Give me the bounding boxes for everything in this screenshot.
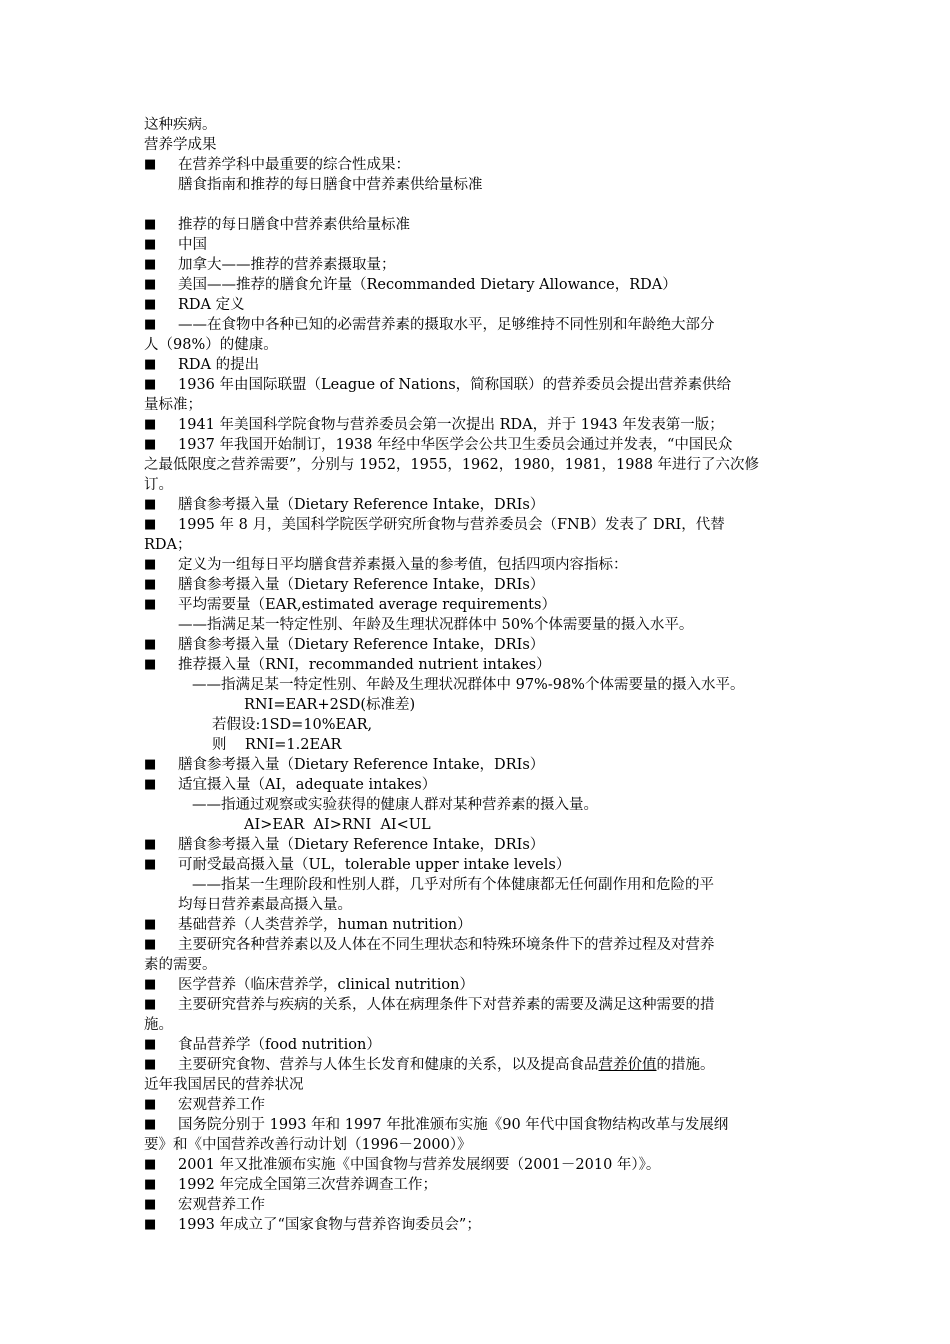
- text-line: [144, 395, 810, 415]
- bullet-line: [144, 1175, 810, 1195]
- line-text: 医学营养（临床营养学，clinical nutrition）: [178, 977, 474, 993]
- line-text: 可耐受最高摄入量（UL，tolerable upper intake levels）: [178, 857, 571, 873]
- bullet-line: [144, 1195, 810, 1215]
- line-text: 宏观营养工作: [178, 1097, 265, 1113]
- text-line: [144, 815, 810, 835]
- bullet-line: [144, 235, 810, 255]
- line-text: 国务院分别于 1993 年和 1997 年批准颁布实施《90 年代中国食物结构改革与发展纲: [178, 1117, 729, 1133]
- line-text: ——在食物中各种已知的必需营养素的摄取水平，足够维持不同性别和年龄绝大部分: [178, 317, 715, 333]
- line-text: 之最低限度之营养需要”，分别与 1952，1955，1962，1980，1981，1988 年进行了六次修: [144, 457, 760, 473]
- text-line: [144, 115, 810, 135]
- line-text: 要》和《中国营养改善行动计划（1996－2000）》: [144, 1137, 472, 1153]
- text-line: [144, 695, 810, 715]
- line-text: 主要研究食物、营养与人体生长发育和健康的关系，以及提高食品: [178, 1057, 599, 1073]
- line-text: 订。: [144, 477, 173, 493]
- line-text: 适宜摄入量（AI，adequate intakes）: [178, 777, 437, 793]
- bullet-line: [144, 835, 810, 855]
- text-line: [144, 955, 810, 975]
- line-text: 1937 年我国开始制订，1938 年经中华医学会公共卫生委员会通过并发表，“中国民众: [178, 437, 733, 453]
- line-text: 中国: [178, 237, 207, 253]
- line-text: 推荐摄入量（RNI，recommanded nutrient intakes）: [178, 657, 551, 673]
- line-text: 膳食指南和推荐的每日膳食中营养素供给量标准: [178, 177, 483, 193]
- line-text: ——指满足某一特定性别、年龄及生理状况群体中 50%个体需要量的摄入水平。: [178, 617, 694, 633]
- bullet-line: [144, 1095, 810, 1115]
- line-text: RNI=EAR+2SD(标准差): [244, 697, 416, 713]
- line-text: 均每日营养素最高摄入量。: [178, 897, 352, 913]
- bullet-line: [144, 1115, 810, 1135]
- line-text: RDA 定义: [178, 297, 245, 313]
- bullet-line: [144, 275, 810, 295]
- text-line: [144, 875, 810, 895]
- line-text: 加拿大——推荐的营养素摄取量；: [178, 257, 396, 273]
- line-text: 则 RNI=1.2EAR: [212, 737, 342, 753]
- text-line: [144, 895, 810, 915]
- line-text: 膳食参考摄入量（Dietary Reference Intake，DRIs）: [178, 637, 545, 653]
- line-text: 膳食参考摄入量（Dietary Reference Intake，DRIs）: [178, 497, 545, 513]
- line-text: 平均需要量（EAR,estimated average requirements）: [178, 597, 556, 613]
- line-text: ——指通过观察或实验获得的健康人群对某种营养素的摄入量。: [192, 797, 598, 813]
- bullet-line: [144, 855, 810, 875]
- line-text: 膳食参考摄入量（Dietary Reference Intake，DRIs）: [178, 757, 545, 773]
- bullet-line: [144, 315, 810, 335]
- line-text: 1995 年 8 月，美国科学院医学研究所食物与营养委员会（FNB）发表了 DRI，代替: [178, 517, 725, 533]
- line-text: 若假设:1SD=10%EAR,: [212, 717, 373, 733]
- bullet-line: [144, 255, 810, 275]
- text-line: [144, 135, 810, 155]
- line-text: RDA；: [144, 537, 192, 553]
- line-text: 主要研究营养与疾病的关系，人体在病理条件下对营养素的需要及满足这种需要的措: [178, 997, 715, 1013]
- bullet-line: [144, 995, 810, 1015]
- line-text: 主要研究各种营养素以及人体在不同生理状态和特殊环境条件下的营养过程及对营养: [178, 937, 715, 953]
- text-line: [144, 615, 810, 635]
- bullet-line: [144, 595, 810, 615]
- line-text: 美国——推荐的膳食允许量（Recommanded Dietary Allowance，RDA）: [178, 277, 677, 293]
- line-text: RDA 的提出: [178, 357, 260, 373]
- bullet-line: [144, 935, 810, 955]
- bullet-line: [144, 635, 810, 655]
- bullet-line: [144, 355, 810, 375]
- line-text: 近年我国居民的营养状况: [144, 1077, 304, 1093]
- text-line: [144, 715, 810, 735]
- bullet-line: [144, 1215, 810, 1235]
- text-line: [144, 175, 810, 195]
- bullet-line: [144, 435, 810, 455]
- line-text: 在营养学科中最重要的综合性成果：: [178, 157, 410, 173]
- bullet-line: [144, 415, 810, 435]
- line-text: 营养学成果: [144, 137, 217, 153]
- bullet-line: [144, 575, 810, 595]
- line-text: 宏观营养工作: [178, 1197, 265, 1213]
- line-text: AI>EAR AI>RNI AI<UL: [244, 817, 431, 833]
- text-line: [144, 735, 810, 755]
- text-line: [144, 475, 810, 495]
- bullet-line: [144, 915, 810, 935]
- bullet-line: [144, 295, 810, 315]
- line-text: 食品营养学（food nutrition）: [178, 1037, 381, 1053]
- line-text: 1992 年完成全国第三次营养调查工作；: [178, 1177, 438, 1193]
- line-text: 施。: [144, 1017, 173, 1033]
- line-text: 这种疾病。: [144, 117, 217, 133]
- line-text: 1936 年由国际联盟（League of Nations，简称国联）的营养委员会提出营养素供给: [178, 377, 732, 393]
- bullet-line: [144, 755, 810, 775]
- line-text: 推荐的每日膳食中营养素供给量标准: [178, 217, 410, 233]
- line-text: ——指满足某一特定性别、年龄及生理状况群体中 97%-98%个体需要量的摄入水平。: [192, 677, 745, 693]
- bullet-line: [144, 975, 810, 995]
- text-line: [144, 455, 810, 475]
- document-body: [144, 115, 810, 1235]
- text-line: [144, 535, 810, 555]
- line-text: 基础营养（人类营养学，human nutrition）: [178, 917, 472, 933]
- bullet-line: [144, 1055, 810, 1075]
- line-text: 素的需要。: [144, 957, 217, 973]
- text-line: [144, 1015, 810, 1035]
- text-line: [144, 795, 810, 815]
- nutrition-value-link[interactable]: 营养价值: [598, 1057, 657, 1073]
- bullet-line: [144, 215, 810, 235]
- text-line: [144, 335, 810, 355]
- line-text: 2001 年又批准颁布实施《中国食物与营养发展纲要（2001－2010 年）》。: [178, 1157, 661, 1173]
- line-text: 定义为一组每日平均膳食营养素摄入量的参考值，包括四项内容指标：: [178, 557, 628, 573]
- text-line: [144, 675, 810, 695]
- line-text: 人（98%）的健康。: [144, 337, 278, 353]
- bullet-line: [144, 375, 810, 395]
- line-text: 1993 年成立了“国家食物与营养咨询委员会”；: [178, 1217, 481, 1233]
- bullet-line: [144, 655, 810, 675]
- bullet-line: [144, 515, 810, 535]
- line-text-after: 的措施。: [656, 1057, 715, 1073]
- bullet-line: [144, 555, 810, 575]
- line-text: 1941 年美国科学院食物与营养委员会第一次提出 RDA，并于 1943 年发表第一版；: [178, 417, 724, 433]
- bullet-line: [144, 775, 810, 795]
- blank-line: [144, 195, 810, 215]
- line-text: ——指某一生理阶段和性别人群，几乎对所有个体健康都无任何副作用和危险的平: [192, 877, 714, 893]
- bullet-line: [144, 1155, 810, 1175]
- line-text: 量标准；: [144, 397, 202, 413]
- bullet-line: [144, 155, 810, 175]
- line-text: 膳食参考摄入量（Dietary Reference Intake，DRIs）: [178, 577, 545, 593]
- bullet-line: [144, 495, 810, 515]
- line-text: 膳食参考摄入量（Dietary Reference Intake，DRIs）: [178, 837, 545, 853]
- text-line: [144, 1135, 810, 1155]
- bullet-line: [144, 1035, 810, 1055]
- text-line: [144, 1075, 810, 1095]
